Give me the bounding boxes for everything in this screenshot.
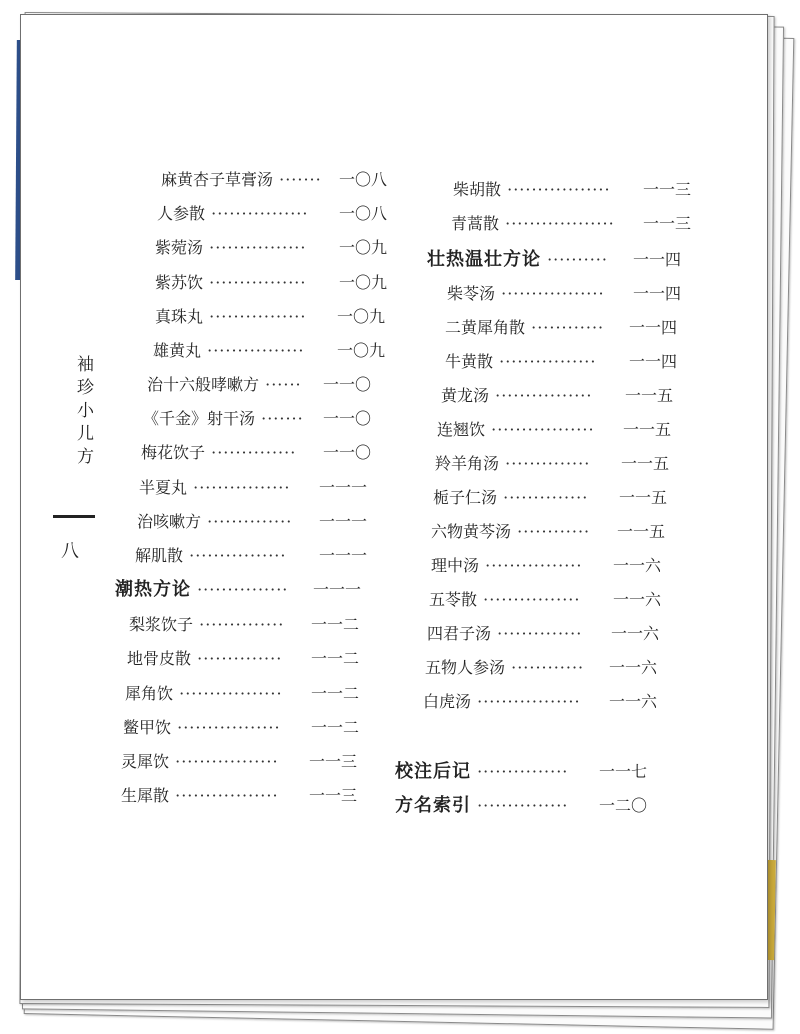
- toc-leader-dots: ··················: [499, 214, 615, 233]
- toc-entry: [155, 304, 397, 330]
- running-head-rule: [53, 515, 95, 518]
- toc-entry-page: 一一三: [309, 786, 358, 805]
- toc-entry-page: 一一三: [643, 214, 692, 233]
- toc-leader-dots: ················: [201, 341, 305, 360]
- toc-entry-page: 一一五: [619, 488, 668, 507]
- toc-section-entry: [427, 247, 693, 273]
- toc-entry-page: 一〇九: [339, 273, 388, 292]
- toc-page: [20, 14, 768, 1000]
- toc-entry-title: 雄黄丸: [153, 341, 202, 360]
- toc-entry-title: 半夏丸: [139, 478, 188, 497]
- toc-section-entry: [115, 577, 373, 603]
- toc-entry-title: 栀子仁汤: [433, 488, 498, 507]
- toc-leader-dots: ·················: [485, 420, 595, 439]
- toc-entry: [423, 689, 669, 715]
- toc-leader-dots: ·················: [169, 752, 279, 771]
- toc-leader-dots: ·······: [273, 170, 322, 189]
- toc-entry-title: 紫苏饮: [155, 273, 204, 292]
- toc-entry-title: 校注后记: [395, 761, 471, 782]
- toc-entry-title: 治咳嗽方: [137, 512, 202, 531]
- toc-entry-title: 梅花饮子: [141, 443, 206, 462]
- toc-entry: [441, 383, 685, 409]
- toc-entry-title: 连翘饮: [437, 420, 486, 439]
- toc-entry: [451, 211, 703, 237]
- toc-entry: [425, 655, 669, 681]
- toc-entry: [137, 509, 379, 535]
- toc-entry: [157, 201, 399, 227]
- toc-leader-dots: ················: [203, 307, 307, 326]
- toc-entry-title: 牛黄散: [445, 352, 494, 371]
- toc-entry-page: 一一一: [319, 546, 368, 565]
- toc-entry-page: 一一三: [309, 752, 358, 771]
- toc-entry-page: 一一〇: [323, 409, 372, 428]
- toc-entry: [161, 167, 399, 193]
- page-number: 八: [61, 541, 79, 562]
- toc-entry-page: 一一四: [629, 318, 678, 337]
- toc-entry-title: 生犀散: [121, 786, 170, 805]
- toc-entry: [435, 451, 681, 477]
- toc-leader-dots: ··············: [497, 488, 589, 507]
- toc-entry-page: 一〇八: [339, 170, 388, 189]
- toc-entry: [427, 621, 671, 647]
- toc-entry-title: 麻黄杏子草膏汤: [161, 170, 274, 189]
- toc-entry-title: 五苓散: [429, 590, 478, 609]
- toc-leader-dots: ················: [493, 352, 597, 371]
- toc-entry-page: 一一一: [313, 580, 362, 599]
- toc-entry-title: 紫菀汤: [155, 238, 204, 257]
- toc-entry-page: 一一二: [311, 684, 360, 703]
- toc-entry-page: 一一五: [617, 522, 666, 541]
- toc-entry: [431, 519, 677, 545]
- toc-leader-dots: ······: [259, 375, 302, 394]
- toc-leader-dots: ················: [477, 590, 581, 609]
- toc-entry-title: 方名索引: [395, 795, 471, 816]
- toc-entry: [121, 749, 369, 775]
- toc-entry: [125, 681, 371, 707]
- toc-leader-dots: ··············: [201, 512, 293, 531]
- toc-entry-page: 一一二: [311, 615, 360, 634]
- toc-entry-title: 羚羊角汤: [435, 454, 500, 473]
- toc-entry: [143, 406, 383, 432]
- toc-leader-dots: ···············: [471, 762, 569, 781]
- toc-entry-title: 梨浆饮子: [129, 615, 194, 634]
- toc-leader-dots: ············: [505, 658, 585, 677]
- toc-entry: [445, 349, 689, 375]
- toc-entry-title: 柴胡散: [453, 180, 502, 199]
- toc-entry: [155, 270, 399, 296]
- toc-entry-title: 四君子汤: [427, 624, 492, 643]
- toc-entry-page: 一一四: [629, 352, 678, 371]
- toc-entry-title: 犀角饮: [125, 684, 174, 703]
- toc-entry-title: 二黄犀角散: [445, 318, 526, 337]
- toc-entry-title: 地骨皮散: [127, 649, 192, 668]
- toc-entry-title: 灵犀饮: [121, 752, 170, 771]
- toc-entry-page: 一一一: [319, 512, 368, 531]
- toc-entry: [447, 281, 693, 307]
- toc-entry-page: 一〇八: [339, 204, 388, 223]
- toc-entry-page: 一一二: [311, 649, 360, 668]
- toc-entry: [153, 338, 397, 364]
- toc-entry: [127, 646, 371, 672]
- toc-entry: [453, 177, 703, 203]
- toc-entry: [141, 440, 383, 466]
- toc-leader-dots: ················: [205, 204, 309, 223]
- toc-entry-title: 壮热温壮方论: [427, 249, 541, 270]
- toc-entry: [121, 783, 369, 809]
- toc-leader-dots: ··············: [499, 454, 591, 473]
- toc-leader-dots: ·················: [173, 684, 283, 703]
- toc-leader-dots: ·················: [171, 718, 281, 737]
- toc-leader-dots: ··············: [491, 624, 583, 643]
- toc-entry-page: 一一五: [623, 420, 672, 439]
- toc-entry-page: 一二〇: [599, 796, 648, 815]
- toc-leader-dots: ·······: [255, 409, 304, 428]
- toc-leader-dots: ··········: [541, 250, 608, 269]
- toc-leader-dots: ················: [203, 238, 307, 257]
- toc-entry-title: 鳖甲饮: [123, 718, 172, 737]
- toc-entry-page: 一一五: [625, 386, 674, 405]
- toc-entry-title: 柴苓汤: [447, 284, 496, 303]
- running-head: 袖珍小儿方: [73, 355, 93, 470]
- toc-entry-page: 一一四: [633, 284, 682, 303]
- toc-entry: [433, 485, 679, 511]
- toc-leader-dots: ···············: [191, 580, 289, 599]
- toc-entry: [123, 715, 371, 741]
- toc-leader-dots: ············: [511, 522, 591, 541]
- toc-entry-title: 白虎汤: [423, 692, 472, 711]
- toc-entry-title: 真珠丸: [155, 307, 204, 326]
- toc-entry-title: 黄龙汤: [441, 386, 490, 405]
- toc-entry-title: 治十六般哮嗽方: [147, 375, 260, 394]
- toc-entry-page: 一一六: [611, 624, 660, 643]
- toc-leader-dots: ················: [183, 546, 287, 565]
- toc-entry-page: 一一六: [613, 590, 662, 609]
- toc-entry-page: 一〇九: [337, 341, 386, 360]
- toc-entry-page: 一一六: [609, 658, 658, 677]
- toc-entry-title: 《千金》射干汤: [143, 409, 256, 428]
- toc-entry-page: 一一四: [633, 250, 682, 269]
- toc-entry-page: 一一〇: [323, 375, 372, 394]
- toc-entry-page: 一〇九: [337, 307, 386, 326]
- toc-entry-title: 青蒿散: [451, 214, 500, 233]
- toc-section-entry: [395, 759, 659, 785]
- toc-leader-dots: ·················: [471, 692, 581, 711]
- toc-entry-page: 一一一: [319, 478, 368, 497]
- toc-entry: [437, 417, 683, 443]
- toc-entry-title: 人参散: [157, 204, 206, 223]
- toc-entry-page: 一一二: [311, 718, 360, 737]
- toc-entry-title: 六物黄芩汤: [431, 522, 512, 541]
- toc-leader-dots: ················: [187, 478, 291, 497]
- toc-leader-dots: ·················: [169, 786, 279, 805]
- toc-leader-dots: ················: [479, 556, 583, 575]
- toc-entry: [445, 315, 689, 341]
- toc-leader-dots: ··············: [205, 443, 297, 462]
- toc-section-entry: [395, 793, 659, 819]
- toc-entry: [139, 475, 379, 501]
- toc-entry: [147, 372, 383, 398]
- toc-entry: [129, 612, 371, 638]
- toc-leader-dots: ··············: [193, 615, 285, 634]
- toc-entry-page: 一〇九: [339, 238, 388, 257]
- toc-leader-dots: ···············: [471, 796, 569, 815]
- toc-leader-dots: ············: [525, 318, 605, 337]
- toc-entry-title: 解肌散: [135, 546, 184, 565]
- toc-leader-dots: ·················: [495, 284, 605, 303]
- toc-entry-title: 理中汤: [431, 556, 480, 575]
- toc-entry-page: 一一六: [613, 556, 662, 575]
- toc-entry: [155, 235, 399, 261]
- toc-entry-page: 一一〇: [323, 443, 372, 462]
- toc-entry-page: 一一六: [609, 692, 658, 711]
- toc-entry-title: 五物人参汤: [425, 658, 506, 677]
- toc-entry-title: 潮热方论: [115, 579, 191, 600]
- toc-entry: [431, 553, 673, 579]
- toc-leader-dots: ·················: [501, 180, 611, 199]
- toc-entry-page: 一一五: [621, 454, 670, 473]
- toc-entry: [135, 543, 379, 569]
- toc-entry-page: 一一三: [643, 180, 692, 199]
- toc-entry-page: 一一七: [599, 762, 648, 781]
- toc-entry: [429, 587, 673, 613]
- toc-leader-dots: ················: [489, 386, 593, 405]
- toc-leader-dots: ················: [203, 273, 307, 292]
- toc-leader-dots: ··············: [191, 649, 283, 668]
